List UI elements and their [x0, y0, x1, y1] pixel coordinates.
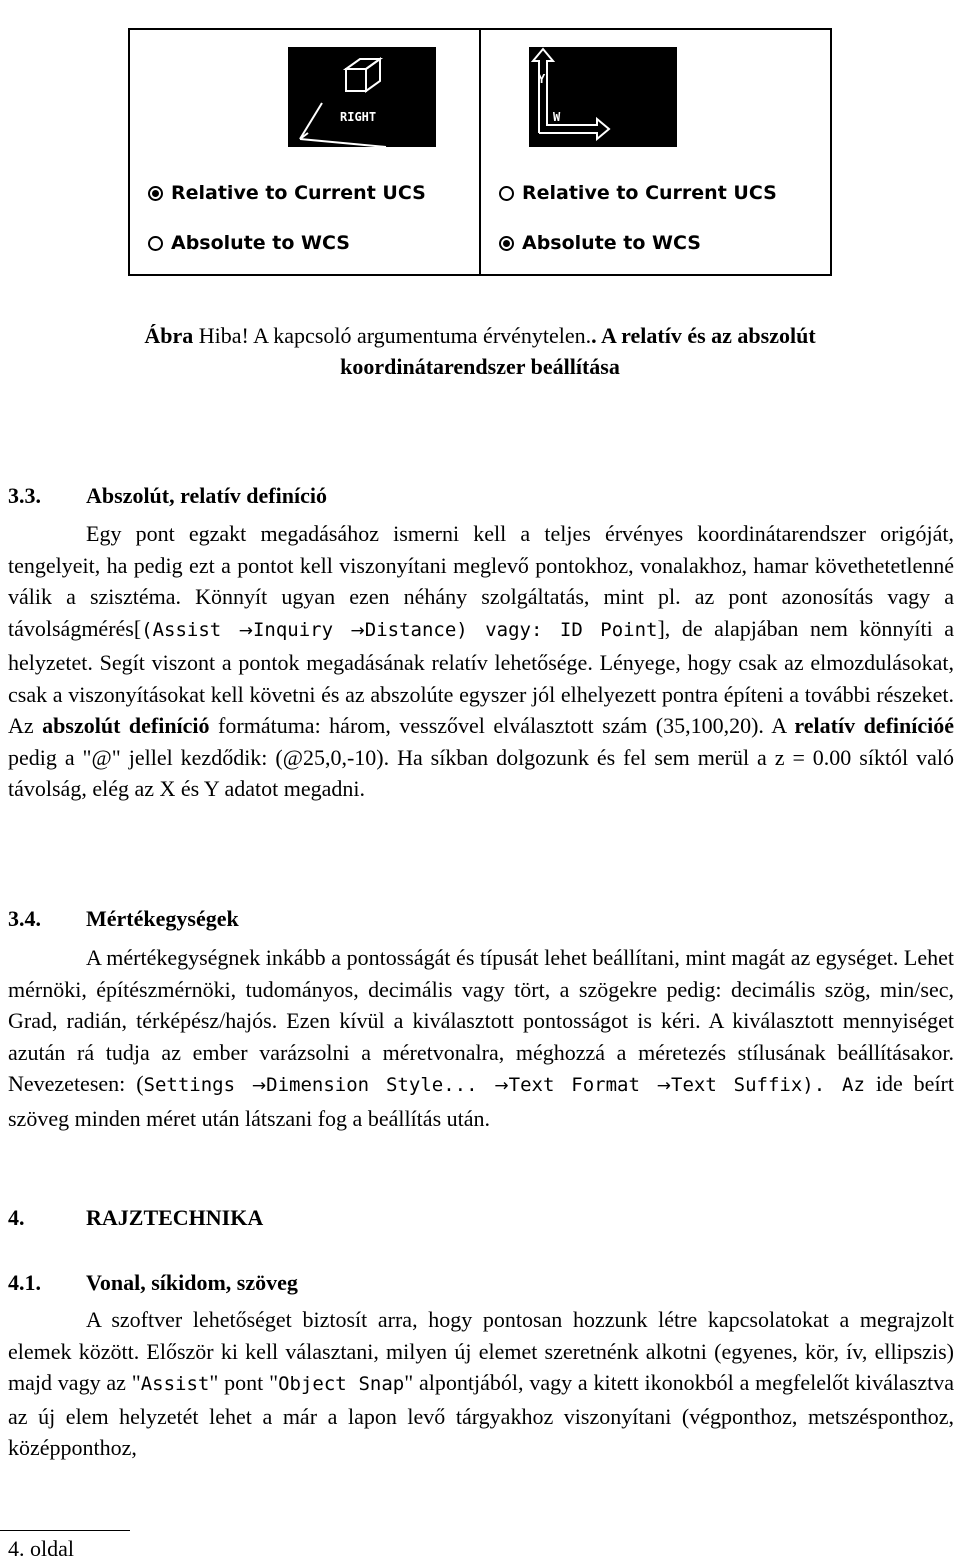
menu-path: Text Format — [508, 1074, 657, 1096]
bold-term: relatív definícióé — [794, 713, 954, 738]
caption-label: Ábra — [144, 323, 194, 348]
ucs-icon-absolute — [529, 47, 677, 147]
text: ], de alapjában nem könnyíti a helyzetet. Segít viszont a pontok megadásának relatív lehetősége. Lényege, hogy csak az elmozdulásokat, csak a viszonyításokat kell követni és az abszolúte egyszer jól elhelyezett pontra építeni a további részeket. Az — [8, 615, 955, 738]
heading-4 — [8, 1205, 263, 1231]
menu-path: Assist — [140, 1373, 210, 1395]
heading-title: RAJZTECHNIKA — [86, 1205, 264, 1230]
radio-dot[interactable] — [148, 186, 163, 201]
paragraph-3-3 — [8, 518, 954, 805]
ucs-cube-icon — [288, 47, 436, 147]
paragraph-4-1 — [8, 1304, 954, 1464]
ucs-right-label: RIGHT — [340, 110, 377, 124]
footer-divider — [0, 1530, 130, 1531]
radio-label: Relative to Current UCS — [171, 182, 426, 204]
menu-path: Settings — [143, 1074, 252, 1096]
figure-right-panel — [479, 30, 830, 274]
axis-y-label: Y — [538, 72, 546, 86]
radio-dot[interactable] — [499, 236, 514, 251]
text: pedig a "@" jellel kezdődik: (@25,0,-10). Ha síkban dolgozunk és fel sem merül a z = 0.00 síktól való távolság, elég az X és Y adatot megadni. — [8, 744, 954, 801]
heading-number: 4. — [8, 1205, 25, 1230]
text: A szoftver lehetőséget biztosít arra, hogy pontosan hozzunk létre kapcsolatokat a megrajzolt elemek között. Először ki kell választani, milyen új elemet szeretnénk alkotni (egyenes, kör, ív, ellipszis) majd vagy az " — [8, 1307, 954, 1395]
paragraph-3-4 — [8, 942, 954, 1134]
arrow-icon: → — [350, 620, 365, 641]
page-number: 4. oldal — [8, 1536, 74, 1561]
wcs-axes-icon — [529, 47, 677, 147]
figure-left-panel — [130, 30, 479, 274]
radio-absolute-left[interactable] — [148, 232, 350, 254]
arrow-icon: → — [494, 1076, 509, 1096]
caption-title-2: koordinátarendszer beállítása — [340, 354, 620, 379]
caption-line-2 — [0, 351, 960, 382]
radio-label: Absolute to WCS — [171, 232, 350, 254]
text: Egy pont egzakt megadásához ismerni kell a teljes érvényes koordinátarendszer origóját, tengelyeit, ha pedig ezt a pontot kell viszonyítani meglevő pontokhoz, vonalakhoz, hamar követhetetlenné válik a szisztéma. Könnyít ugyan ezen néhány szolgáltatás, mint pl. az pont azonosítás vagy a távolságmérés[ — [8, 521, 954, 641]
arrow-icon: → — [656, 1076, 672, 1096]
menu-path: Dimension Style... — [266, 1074, 495, 1096]
text: " alpontjából, vagy a kitett ikonokból a megfelelőt kiválasztva az új elem helyzetét lehet a már a lapon levő tárgyakhoz viszonyítani (végponthoz, metszésponthoz, középponthoz, — [8, 1370, 954, 1460]
heading-number: 3.3. — [8, 483, 41, 508]
caption-line-1 — [0, 320, 960, 351]
heading-title: Mértékegységek — [86, 906, 239, 931]
menu-path: Inquiry — [252, 618, 351, 641]
caption-error: Hiba! A kapcsoló argumentuma érvénytelen. — [193, 323, 592, 348]
bold-term: abszolút definíció — [42, 713, 210, 738]
radio-relative-right[interactable] — [499, 182, 777, 204]
text: A mértékegységnek inkább a pontosságát és típusát lehet beállítani, mint magát az egységet. Lehet mérnöki, építészmérnöki, tudományos, decimális vagy tört, a szögekre pedig: decimális szög, min/sec, Grad, radián, térképész/hajós. Ezen kívül a kiválasztott pontosságot is kéri. A kiválasztott mennyiséget azután rá tudja az ember varázsolni a méretvonalra, méghozzá a méretezés stílusának beállításakor. Nevezetesen: ( — [8, 945, 954, 1096]
menu-path: Distance) vagy: ID Point — [364, 618, 658, 641]
axis-w-label: W — [553, 110, 561, 124]
heading-title: Vonal, síkidom, szöveg — [86, 1270, 298, 1295]
caption-title: . A relatív és az abszolút — [591, 323, 816, 348]
radio-label: Relative to Current UCS — [522, 182, 777, 204]
figure-caption — [0, 320, 960, 382]
heading-number: 3.4. — [8, 906, 41, 931]
radio-dot[interactable] — [148, 236, 163, 251]
menu-path: (Assist — [141, 618, 239, 641]
menu-path: Text Suffix). Az — [671, 1074, 865, 1096]
heading-4-1 — [8, 1270, 298, 1296]
radio-label: Absolute to WCS — [522, 232, 701, 254]
text: ide beírt szöveg minden méret után látszani fog a beállítás után. — [8, 1071, 954, 1131]
arrow-icon: → — [238, 620, 253, 641]
arrow-icon: → — [251, 1076, 267, 1096]
text: " pont " — [209, 1370, 279, 1395]
ucs-figure — [128, 28, 832, 276]
heading-3-4 — [8, 906, 239, 932]
heading-number: 4.1. — [8, 1270, 41, 1295]
heading-3-3 — [8, 483, 327, 509]
radio-relative-left[interactable] — [148, 182, 426, 204]
radio-absolute-right[interactable] — [499, 232, 701, 254]
ucs-icon-relative — [288, 47, 436, 147]
menu-path: Object Snap — [278, 1373, 405, 1395]
radio-dot[interactable] — [499, 186, 514, 201]
heading-title: Abszolút, relatív definíció — [86, 483, 327, 508]
text: formátuma: három, vesszővel elválasztott szám (35,100,20). A — [209, 713, 795, 738]
